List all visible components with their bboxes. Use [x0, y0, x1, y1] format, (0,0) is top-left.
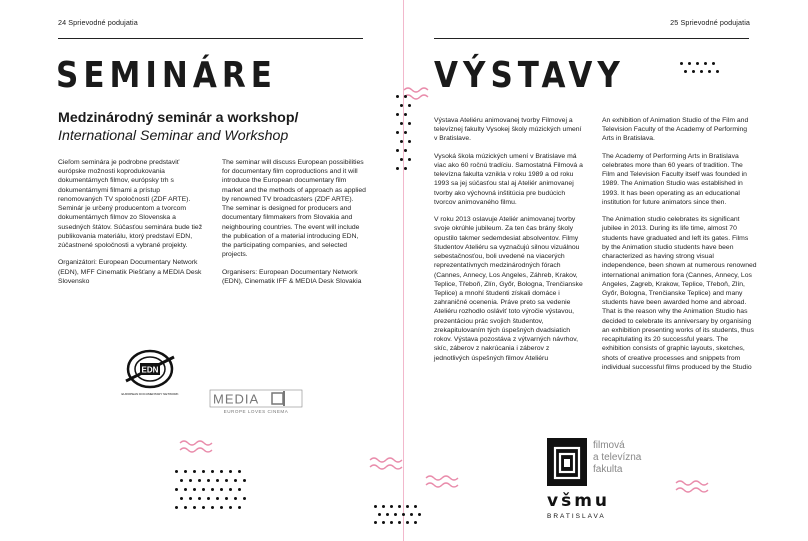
decorative-dot	[189, 479, 192, 482]
decorative-dot	[396, 167, 399, 170]
paragraph: V roku 2013 oslavuje Ateliér animovanej tvorby svoje okrúhle jubileum. Za ten čas brány školy opustilo takmer sedemdesiat absolventov. Filmy študentov Ateliéru sa vyznačujú silnou vizuálnou sebestačnosťou, boli uvedené na viacerých reprezentatívnych medzinárodných fórach (Cannes, Annecy, Los Angeles, Záhreb, Krakov, Teplice, Třeboň, Zlín, Győr, Bologna, Trenčianske Teplice) a mnohí študenti získali domáce i zahraničné ocenenia. Práve preto sa vedenie Ateliéru rozhodlo osláviť toto výročie výstavou, prezentáciou prác svojich študentov, zrekapitulovaním tých úspešných dvadsiatich rokov. Výstava pozostáva z výtvarných návrhov, skíc, záberov z nakrúcania i záberov z jednotlivých úspešných filmov Ateliéru	[434, 216, 583, 362]
decorative-wave	[674, 478, 714, 496]
decorative-dot	[234, 479, 237, 482]
decorative-wave	[424, 473, 464, 491]
decorative-dot	[374, 521, 377, 524]
decorative-dot	[225, 497, 228, 500]
decorative-dot	[390, 505, 393, 508]
decorative-dot	[396, 113, 399, 116]
decorative-dot	[211, 488, 214, 491]
decorative-dot	[207, 479, 210, 482]
decorative-dot	[404, 95, 407, 98]
vsmu-logo-line3: fakulta	[593, 464, 623, 475]
decorative-dot	[688, 62, 691, 65]
media-logo	[210, 390, 302, 414]
decorative-dot	[400, 158, 403, 161]
decorative-dot	[193, 488, 196, 491]
decorative-dot	[684, 70, 687, 73]
decorative-dot	[202, 506, 205, 509]
decorative-dot	[220, 470, 223, 473]
decorative-dot	[184, 488, 187, 491]
decorative-dot	[696, 62, 699, 65]
decorative-dot	[716, 70, 719, 73]
decorative-dot	[396, 131, 399, 134]
exhibition-text-en	[602, 116, 757, 380]
decorative-dot	[175, 506, 178, 509]
decorative-dot	[229, 488, 232, 491]
decorative-dot	[404, 149, 407, 152]
exhibition-text-sk	[434, 116, 586, 371]
paragraph: Výstava Ateliéru animovanej tvorby Filmovej a televíznej fakulty Vysokej školy múzických umení v Bratislave.	[434, 117, 582, 143]
subtitle-sk: Medzinárodný seminár a workshop/	[58, 110, 299, 126]
decorative-dot	[243, 479, 246, 482]
decorative-dot	[402, 513, 405, 516]
decorative-dot	[408, 122, 411, 125]
decorative-dot	[400, 104, 403, 107]
vsmu-logo-line1: filmová	[593, 440, 625, 451]
decorative-dot	[418, 513, 421, 516]
decorative-dot	[216, 497, 219, 500]
decorative-wave	[178, 437, 218, 457]
vsmu-logo-line2: a televízna	[593, 452, 642, 463]
decorative-dot	[193, 470, 196, 473]
paragraph: Vysoká škola múzických umení v Bratislave má viac ako 60 ročnú tradíciu. Samostatná Filmová a televízna fakulta vznikla v roku 1989 a od roku 1993 sa jej súčasťou stal aj Ateliér animovanej tvorby ako výchovná inštitúcia pre budúcich tvorcov animovaného filmu.	[434, 152, 583, 206]
paragraph: The seminar will discuss European possibilities for documentary film coproductions and it will introduce the European documentary film market and the methods of approach as applied by renowned TV broadcasters (ZDF ARTE). The seminar is designed for producers and documentary filmmakers from Slovakia and neighbouring countries. The event will include the publication of a material introducing EDN, the participating companies, and selected projects.	[222, 159, 366, 259]
decorative-dot	[184, 506, 187, 509]
decorative-dot	[211, 506, 214, 509]
paragraph: The Academy of Performing Arts in Bratislava celebrates more than 60 years of tradition. The Film and Television Faculty itself was founded in 1989. The Animation Studio was established in 1993. It has been operating as an educational institution for future animators since then.	[602, 152, 747, 206]
section-title-seminare: SEMINÁRE	[56, 54, 277, 96]
decorative-dot	[184, 470, 187, 473]
decorative-dot	[680, 62, 683, 65]
page-header-right: 25 Sprievodné podujatia	[670, 18, 750, 27]
decorative-dot	[398, 521, 401, 524]
decorative-dot	[404, 167, 407, 170]
decorative-dot	[189, 497, 192, 500]
paragraph: An exhibition of Animation Studio of the Film and Television Faculty of the Academy of Performing Arts in Bratislava.	[602, 117, 749, 143]
decorative-dot	[382, 521, 385, 524]
vsmu-logo	[543, 430, 642, 530]
organisers-sk: Organizátori: European Documentary Network (EDN), MFF Cinematik Piešťany a MEDIA Desk Slovensko	[58, 259, 202, 285]
decorative-dot	[396, 95, 399, 98]
decorative-dot	[700, 70, 703, 73]
decorative-dot	[207, 497, 210, 500]
decorative-dot	[198, 497, 201, 500]
decorative-dot	[211, 470, 214, 473]
seminar-text-en	[222, 158, 367, 294]
seminar-text-sk	[58, 158, 203, 294]
decorative-dot	[410, 513, 413, 516]
decorative-dot	[234, 497, 237, 500]
decorative-dot	[406, 505, 409, 508]
decorative-dot	[175, 470, 178, 473]
paragraph: Cieľom seminára je podrobne predstaviť európske možnosti koprodukovania dokumentárnych filmov, európsky trh s dokumentárnymi filmami a prístup renomovaných TV spoločností (ZDF ARTE). Seminár je určený producentom a tvorcom dokumentárnych filmov zo Slovenska a susedných štátov. Súčasťou seminára bude tiež publikovania materiálu, ktorý predstaví EDN, zúčastnené spoločnosti a vybrané projekty.	[58, 159, 203, 250]
vsmu-logo-name: všmu	[547, 491, 611, 511]
vsmu-logo-city: BRATISLAVA	[547, 513, 606, 520]
media-logo-text: MEDIA	[213, 391, 260, 407]
decorative-dot	[400, 140, 403, 143]
decorative-dot	[229, 506, 232, 509]
decorative-dot	[390, 521, 393, 524]
edn-logo-text: EDN	[141, 365, 159, 375]
organisers-en: Organisers: European Documentary Network (EDN), Cinematik IFF & MEDIA Desk Slovakia	[222, 268, 362, 285]
decorative-dot	[225, 479, 228, 482]
decorative-dot	[216, 479, 219, 482]
decorative-dot	[378, 513, 381, 516]
edn-logo	[120, 345, 180, 399]
decorative-dot	[243, 497, 246, 500]
decorative-dot	[692, 70, 695, 73]
paragraph: The Animation studio celebrates its significant jubilee in 2013. During its life time, almost 70 students have graduated and left its gates. Films by the Animation studio students have been characterized as having strong visual independence, been shown at numerous renowned international animation fora (Cannes, Annecy, Los Angeles, Zagreb, Krakow, Teplice, Třeboň, Zlín, Győr, Bologna, Trenčianske Teplice) and many students have been awarded home and abroad. That is the reason why the Animation Studio has decided to celebrate its anniversary by organising an exhibition presenting works of its students, thus recapitulating its 20 successful years. The exhibition consists of graphic layouts, sketches, shots of creative processes and snippets from individual successful films produced by the Studio	[602, 216, 757, 371]
decorative-dot	[180, 497, 183, 500]
decorative-dot	[400, 122, 403, 125]
decorative-dot	[712, 62, 715, 65]
decorative-dot	[202, 488, 205, 491]
decorative-dot	[404, 131, 407, 134]
decorative-dot	[382, 505, 385, 508]
page-header-left: 24 Sprievodné podujatia	[58, 18, 138, 27]
decorative-dot	[202, 470, 205, 473]
decorative-wave	[370, 455, 404, 475]
decorative-dot	[175, 488, 178, 491]
decorative-dot	[396, 149, 399, 152]
decorative-dot	[193, 506, 196, 509]
decorative-dot	[238, 506, 241, 509]
decorative-dot	[704, 62, 707, 65]
decorative-dot	[220, 506, 223, 509]
decorative-dot	[414, 505, 417, 508]
decorative-dot	[408, 104, 411, 107]
header-rule-left	[58, 38, 363, 39]
media-logo-tagline: EUROPE LOVES CINEMA	[223, 409, 289, 414]
decorative-dot	[404, 113, 407, 116]
decorative-dot	[408, 140, 411, 143]
decorative-dot	[374, 505, 377, 508]
subtitle-en: International Seminar and Workshop	[58, 127, 289, 144]
section-title-vystavy: VÝSTAVY	[434, 54, 625, 96]
decorative-wave	[404, 85, 434, 105]
header-rule-right	[434, 38, 749, 39]
decorative-dot	[238, 488, 241, 491]
decorative-dot	[220, 488, 223, 491]
decorative-dot	[408, 158, 411, 161]
decorative-dot	[180, 479, 183, 482]
edn-logo-tagline: EUROPEAN DOCUMENTARY NETWORK	[121, 392, 179, 396]
decorative-dot	[414, 521, 417, 524]
decorative-dot	[708, 70, 711, 73]
seminar-subheading	[58, 110, 378, 146]
decorative-dot	[229, 470, 232, 473]
decorative-dot	[198, 479, 201, 482]
decorative-dot	[398, 505, 401, 508]
decorative-dot	[394, 513, 397, 516]
decorative-dot	[386, 513, 389, 516]
decorative-dot	[406, 521, 409, 524]
decorative-dot	[238, 470, 241, 473]
